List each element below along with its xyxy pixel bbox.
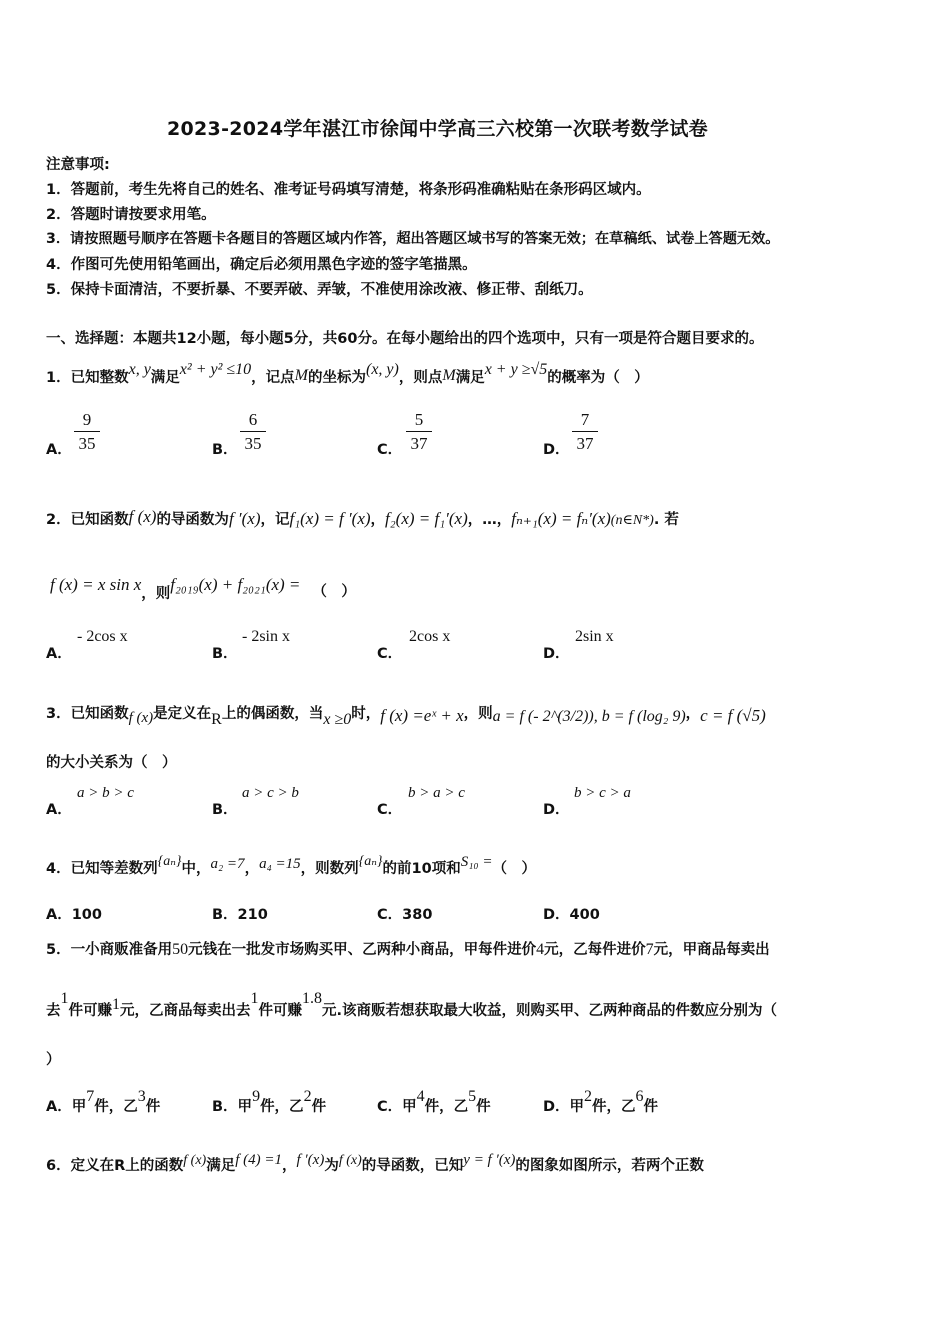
- question-5-text-line2: 去1件可赚1元，乙商品每卖出去1件可赚1.8元.该商贩若想获取最大收益，则购买甲、乙两种商品的件数应分别为（: [46, 990, 778, 1019]
- option-d-label: D．: [543, 802, 570, 818]
- option-b-fraction: 6 35: [238, 409, 268, 454]
- option-b-label: B．: [212, 442, 238, 458]
- question-3-text: 3．已知函数f (x)是定义在R上的偶函数，当x ≥0时，f (x) =eˣ + x，则a = f (- 2^(3/2)), b = f (log₂ 9)，c = f (√5): [46, 706, 766, 728]
- question-6-text: 6．定义在R上的函数f (x)满足f (4) =1，f ′(x)为f (x)的导函数，已知y = f ′(x)的图象如图所示，若两个正数: [46, 1152, 704, 1174]
- option-d-text: b > c > a: [574, 785, 631, 801]
- question-3-text-line2: 的大小关系为（ ）: [46, 755, 177, 771]
- question-2-text: 2．已知函数f (x)的导函数为f ′(x)，记f₁(x) = f ′(x)，f₂(x) = f₁′(x)，…，fₙ₊₁(x) = fₙ′(x)(n∈N*). 若: [46, 507, 679, 528]
- option-d-label: D．: [543, 442, 570, 458]
- notice-item: 5．保持卡面清洁，不要折暴、不要弄破、弄皱，不准使用涂改液、修正带、刮纸刀。: [46, 282, 593, 298]
- option-a-label: A．: [46, 646, 72, 662]
- option-a-label: A．: [46, 802, 72, 818]
- section-heading: 一、选择题：本题共12小题，每小题5分，共60分。在每小题给出的四个选项中，只有一项是符合题目要求的。: [46, 331, 764, 347]
- option-d: D．甲2件，乙6件: [543, 1088, 659, 1115]
- question-4-text: 4．已知等差数列{aₙ}中，a₂ =7，a₄ =15，则数列{aₙ}的前10项和S₁₀ =（ ）: [46, 854, 537, 877]
- question-5-text: 5．一小商贩准备用50元钱在一批发市场购买甲、乙两种小商品，甲每件进价4元，乙每件进价7元，甲商品每卖出: [46, 941, 770, 958]
- question-2-text-line2: f (x) = x sin x，则f₂₀₁₉(x) + f₂₀₂₁(x) = （ ）: [50, 575, 356, 602]
- option-b-text: - 2sin x: [242, 628, 290, 645]
- option-c-fraction: 5 37: [404, 409, 434, 454]
- page-title: 2023-2024学年湛江市徐闻中学高三六校第一次联考数学试卷: [167, 118, 708, 140]
- option-b: B．210: [212, 907, 268, 923]
- option-c-label: C．: [377, 442, 403, 458]
- option-c-label: C．: [377, 802, 403, 818]
- option-c-text: b > a > c: [408, 785, 465, 801]
- option-d-text: 2sin x: [575, 628, 614, 645]
- notice-item: 2．答题时请按要求用笔。: [46, 207, 216, 223]
- notice-item: 1．答题前，考生先将自己的姓名、准考证号码填写清楚，将条形码准确粘贴在条形码区域内。: [46, 182, 651, 198]
- option-a-text: a > b > c: [77, 785, 134, 801]
- option-a-text: - 2cos x: [77, 628, 128, 645]
- option-c: C．甲4件，乙5件: [377, 1088, 491, 1115]
- option-d: D．400: [543, 907, 600, 923]
- option-d-fraction: 7 37: [570, 409, 600, 454]
- option-b-label: B．: [212, 802, 238, 818]
- option-c: C．380: [377, 907, 433, 923]
- option-c-label: C．: [377, 646, 403, 662]
- option-a-fraction: 9 35: [72, 409, 102, 454]
- option-d-label: D．: [543, 646, 570, 662]
- notice-heading: 注意事项:: [46, 157, 110, 173]
- option-b: B．甲9件，乙2件: [212, 1088, 327, 1115]
- notice-item: 4．作图可先使用铅笔画出，确定后必须用黑色字迹的签字笔描黑。: [46, 257, 477, 273]
- option-b-text: a > c > b: [242, 785, 299, 801]
- option-a: A．甲7件，乙3件: [46, 1088, 161, 1115]
- notice-item: 3．请按照题号顺序在答题卡各题目的答题区域内作答，超出答题区域书写的答案无效；在草稿纸、试卷上答题无效。: [46, 231, 780, 247]
- question-1-text: 1．已知整数x, y满足x² + y² ≤10，记点M的坐标为(x, y)，则点M满足x + y ≥√5的概率为（ ）: [46, 361, 649, 386]
- option-b-label: B．: [212, 646, 238, 662]
- option-c-text: 2cos x: [409, 628, 451, 645]
- option-a-label: A．: [46, 442, 72, 458]
- question-5-text-line3: ）: [46, 1052, 61, 1068]
- option-a: A．100: [46, 907, 102, 923]
